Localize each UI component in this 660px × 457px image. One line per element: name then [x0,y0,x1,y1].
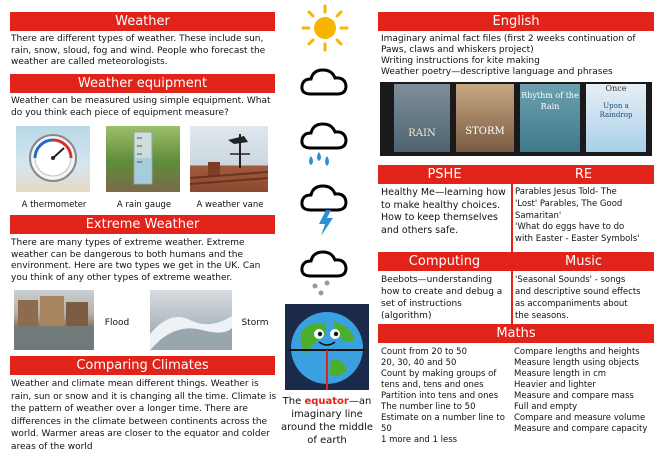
rain-cloud-icon [299,118,351,170]
rain-gauge-caption: A rain gauge [116,200,172,210]
flood-photo [14,290,94,350]
book-title: Rhythm of the Rain [521,91,579,111]
weather-text: There are different types of weather. These include sun, rain, snow, sloud, fog and wind. People who forecast the weather are called meteorologists. [11,34,266,68]
maths-item: 20, 30, 40 and 50 [381,358,457,368]
music-heading: Music [513,252,654,271]
re-line: 'What do eggs have to do [515,222,625,233]
maths-left-list [381,347,513,446]
english-line: Imaginary animal fact files (first 2 weeks continuation of [381,34,636,44]
book-title: RAIN [408,128,436,139]
sun-icon [301,4,349,52]
equator-line-4: of earth [307,435,347,446]
computing-text [381,274,509,322]
re-line: 'Lost' Parables, The Good [515,198,623,209]
maths-right-list [514,347,658,435]
english-text [381,34,655,78]
maths-item: 1 more and 1 less [381,435,458,445]
english-line: Writing instructions for kite making [381,56,540,66]
thermometer-caption: A thermometer [21,200,87,210]
earth-equator-illustration [285,304,369,390]
equator-line-3: around the middle [280,422,374,433]
weather-heading: Weather [10,12,275,31]
re-line: Parables Jesus Told- The [515,187,617,197]
maths-item: Full and empty [514,402,578,412]
computing-heading: Computing [378,252,511,271]
storm-photo [150,290,232,350]
maths-item: Partition into tens and ones [381,391,499,401]
maths-item: tens and, tens and ones [381,380,484,390]
storm-cloud-icon [299,180,351,238]
music-line: the seasons. [515,311,569,321]
weather-vane-caption: A weather vane [196,200,264,210]
book-title: STORM [465,126,505,137]
comparing-climates-text: Weather and climate mean different things. Weather is rain, sun or snow and it is changing all the time. Climate is the pattern of weather over a longer time. There are differences in the climate between continents across the world. Warmer areas are closer to the equator and colder areas of the world [11,379,277,452]
computing-line: (algorithm) [381,311,432,321]
maths-item: Count by making groups of [381,369,497,379]
re-line: with Easter - Easter Symbols' [515,234,640,245]
storm-caption: Storm [241,318,269,328]
snow-cloud-icon [299,246,351,298]
maths-item: Measure length in cm [514,369,607,379]
english-line: Weather poetry—descriptive language and phrases [381,67,613,77]
cloud-icon [299,64,349,100]
maths-item: Heavier and lighter [514,380,596,390]
weather-equipment-heading: Weather equipment [10,74,275,93]
pshe-line: to make healthy choices. [381,199,501,211]
subject-divider [511,165,513,325]
equator-line-2: imaginary line [291,409,363,420]
extreme-weather-text: There are many types of extreme weather. Extreme weather can be dangerous to both humans and the environment. Here are two types we get in the UK. Can you think of any other types of extreme weather. [11,238,261,283]
pshe-heading: PSHE [378,165,511,184]
book-cover-raindrop [586,84,646,152]
re-text [515,187,657,246]
maths-item: Compare lengths and heights [514,347,640,357]
pshe-line: Healthy Me—learning how [381,187,506,198]
maths-item: Measure and compare capacity [514,424,648,434]
maths-item: Measure length using objects [514,358,639,368]
music-text [515,274,657,322]
book-title: Upon a Raindrop [599,102,633,119]
computing-line: Beebots—understanding [381,275,493,285]
comparing-climates-heading: Comparing Climates [10,356,275,375]
pshe-text [381,187,509,237]
re-heading: RE [513,165,654,184]
pshe-line: How to keep themselves [381,212,498,223]
music-line: and descriptive sound effects [515,287,641,297]
english-heading: English [378,12,654,31]
thermometer-photo [16,126,90,192]
maths-item: Estimate on a number line to [381,413,505,423]
book-cover-rhythm [520,84,580,152]
book-cover-storm [456,84,514,152]
maths-item: Compare and measure volume [514,413,646,423]
weather-equipment-text: Weather can be measured using simple equipment. What do you think each piece of equipment measure? [11,96,271,118]
computing-line: set of instructions [381,299,462,309]
equator-word: equator [304,396,349,407]
book-title: Once [605,84,627,93]
computing-line: how to create and debug a [381,287,503,297]
music-line: as accompaniments about [515,299,628,309]
maths-item: 50 [381,424,392,434]
weather-vane-photo [190,126,268,192]
equator-line-1: The equator—an [282,396,372,407]
book-cover-rain [394,84,450,152]
re-line: Samaritan' [515,210,562,221]
rain-gauge-photo [106,126,180,192]
extreme-weather-heading: Extreme Weather [10,215,275,234]
music-line: 'Seasonal Sounds' - songs [515,275,626,285]
maths-item: Measure and compare mass [514,391,634,401]
flood-caption: Flood [104,318,130,328]
pshe-line: and others safe. [381,224,459,236]
maths-item: Count from 20 to 50 [381,347,467,357]
equator-caption [272,395,382,447]
maths-heading: Maths [378,324,654,343]
book-covers-strip [380,82,652,156]
english-line: Paws, claws and whiskers project) [381,45,534,55]
maths-item: The number line to 50 [381,402,476,412]
